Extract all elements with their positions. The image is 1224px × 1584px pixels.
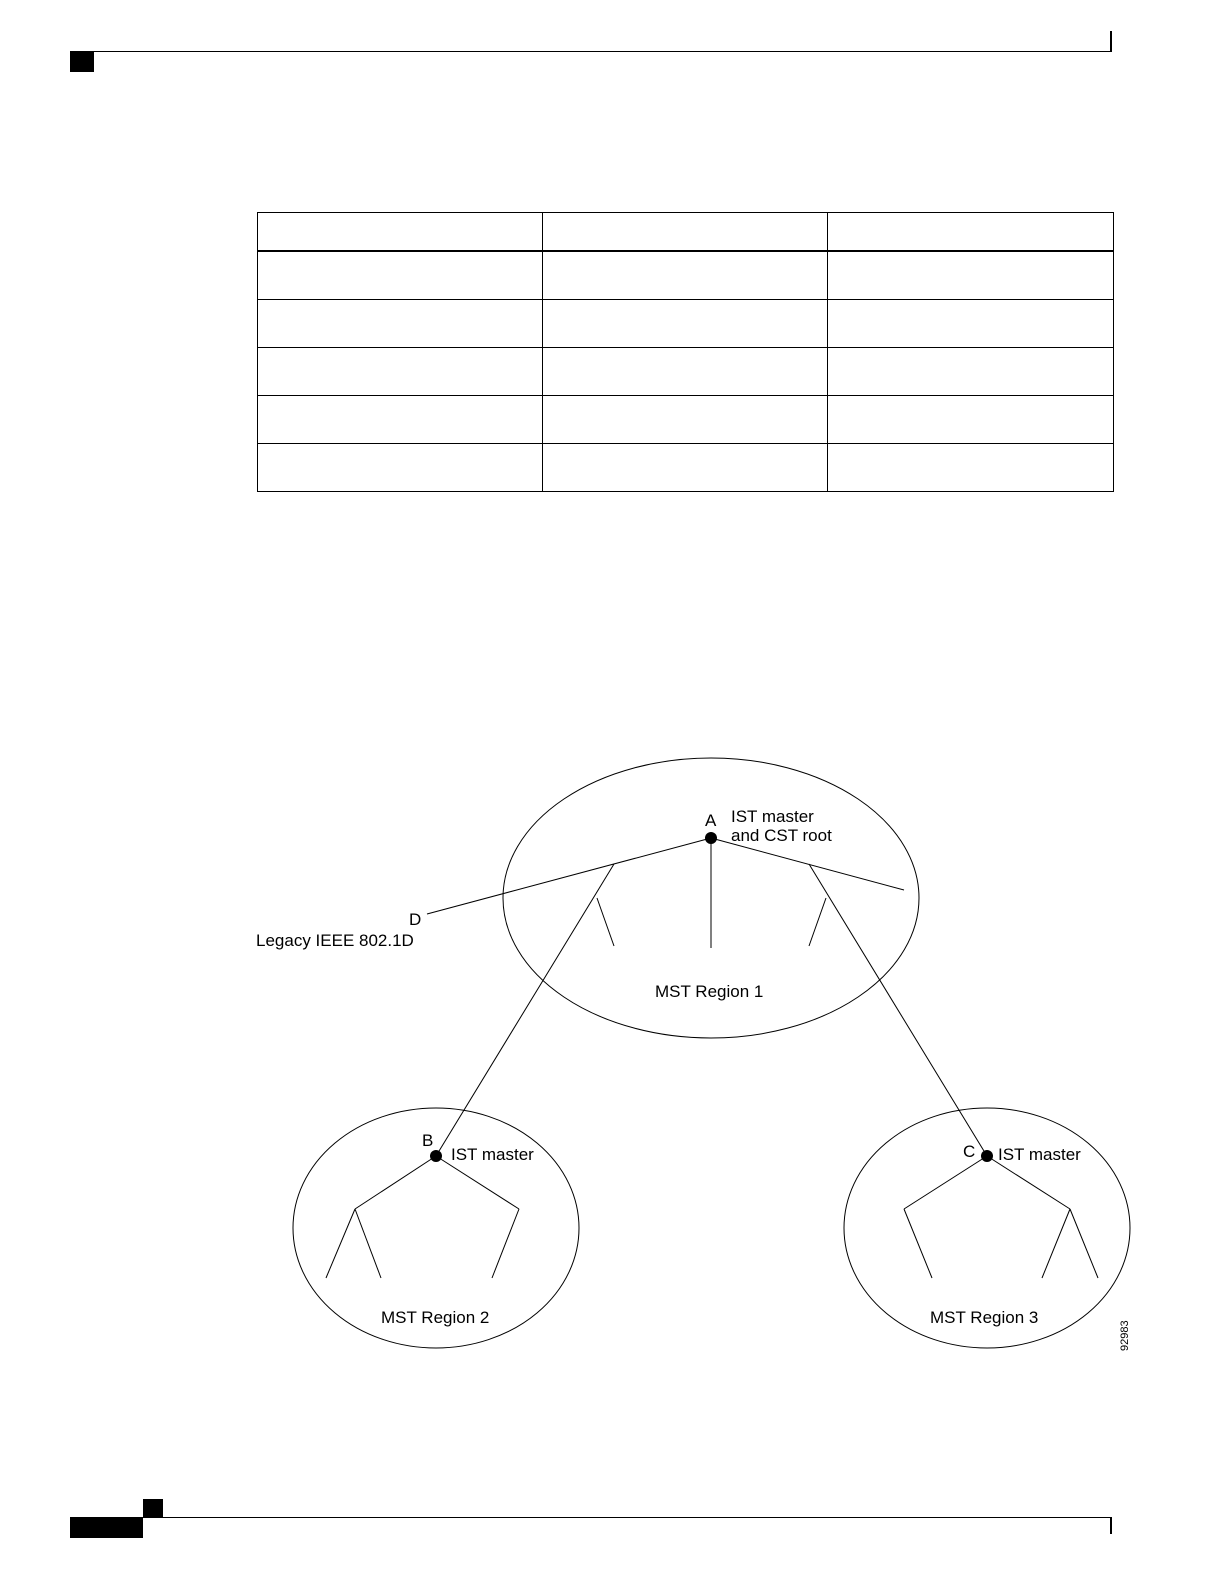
node-c-letter: C bbox=[963, 1142, 976, 1161]
branch-c-left bbox=[904, 1209, 932, 1278]
link-c-left bbox=[904, 1156, 987, 1209]
node-c-dot bbox=[981, 1150, 993, 1162]
footer-rule bbox=[70, 1517, 1112, 1518]
node-a-dot bbox=[705, 832, 717, 844]
region-2-label: MST Region 2 bbox=[381, 1308, 490, 1327]
link-b-left bbox=[355, 1156, 436, 1209]
branch-region1-left bbox=[597, 898, 614, 946]
node-d-label: Legacy IEEE 802.1D bbox=[256, 931, 414, 950]
footer-tick bbox=[1110, 1518, 1112, 1534]
node-c-label: IST master bbox=[998, 1145, 1081, 1164]
node-b-label: IST master bbox=[451, 1145, 534, 1164]
link-a-right bbox=[711, 838, 904, 890]
node-a-letter: A bbox=[705, 811, 717, 830]
branch-c-right-1 bbox=[1042, 1209, 1070, 1278]
branch-b-left-1 bbox=[326, 1209, 355, 1278]
branch-region1-right bbox=[809, 898, 826, 946]
figure-id: 92983 bbox=[1119, 1320, 1131, 1351]
region-3-label: MST Region 3 bbox=[930, 1308, 1039, 1327]
node-a-label-line2: and CST root bbox=[731, 826, 832, 845]
node-b-letter: B bbox=[422, 1131, 434, 1150]
footer-block-large bbox=[70, 1518, 143, 1538]
node-b-dot bbox=[430, 1150, 442, 1162]
footer-block-small bbox=[143, 1499, 163, 1517]
branch-b-left-2 bbox=[355, 1209, 381, 1278]
branch-c-right-2 bbox=[1070, 1209, 1098, 1278]
link-a-to-d bbox=[427, 838, 711, 914]
region-1-label: MST Region 1 bbox=[655, 982, 764, 1001]
link-to-b bbox=[436, 864, 614, 1156]
node-a-label-line1: IST master bbox=[731, 807, 814, 826]
node-d-letter: D bbox=[409, 910, 422, 929]
branch-b-right bbox=[492, 1209, 519, 1278]
